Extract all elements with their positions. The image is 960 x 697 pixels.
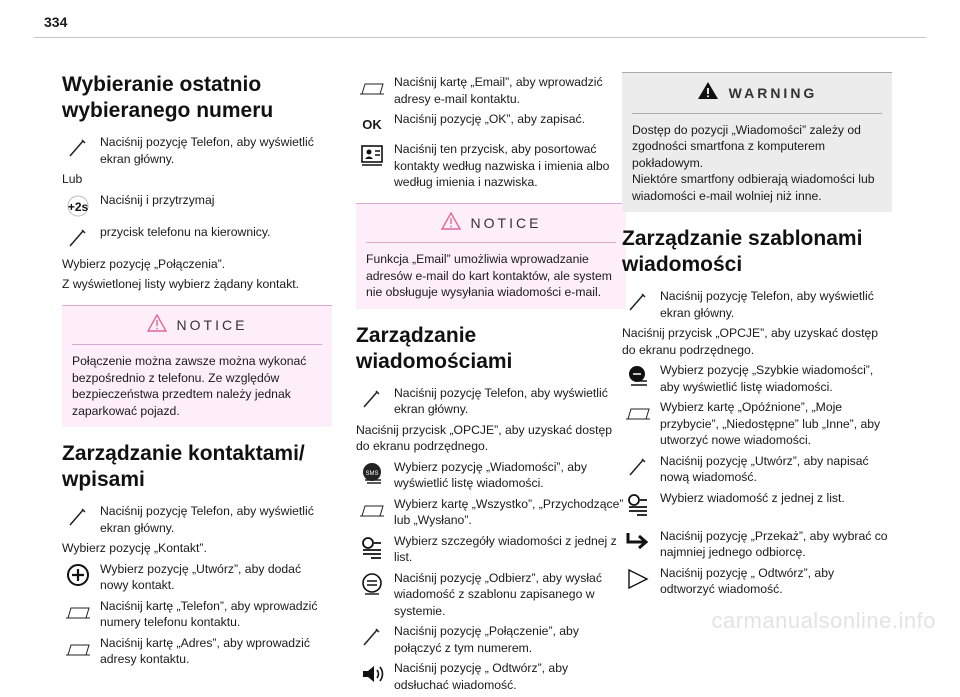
text-options: Naciśnij przycisk „OPCJE”, aby uzyskać dostęp do ekranu podrzędnego. xyxy=(622,326,879,357)
list-item: Naciśnij pozycję „Przekaż”, aby wybrać co najmniej jednego odbiorcę. xyxy=(622,528,892,561)
list-item: Wybierz pozycję „Szybkie wiadomości”, aby wyświetlić listę wiadomości. xyxy=(622,362,892,395)
list-item: Naciśnij ten przycisk, aby posortować kontakty według nazwiska i imienia albo według imienia i nazwiska. xyxy=(356,141,626,191)
list-item: OK Naciśnij pozycję „OK”, aby zapisać. xyxy=(356,111,626,131)
text-options: Naciśnij przycisk „OPCJE”, aby uzyskać dostęp do ekranu podrzędnego. xyxy=(356,422,613,453)
warning-triangle-icon xyxy=(441,212,461,235)
tab-icon xyxy=(358,497,386,523)
sms-icon xyxy=(358,460,386,486)
text-calls: Wybierz pozycję „Połączenia”. xyxy=(62,256,226,271)
quick-message-icon xyxy=(624,363,652,389)
list-item: Naciśnij pozycję „ Odtwórz”, aby odtworzyć wiadomość. xyxy=(622,565,892,598)
warning-text: Niektóre smartfony odbierają wiadomości lub wiadomości e-mail wolniej niż inne. xyxy=(632,172,875,203)
sort-contacts-icon xyxy=(358,142,386,168)
hold-2s-icon xyxy=(64,193,92,219)
add-circle-icon xyxy=(64,562,92,588)
steering-phone-icon xyxy=(64,225,92,251)
list-item: przycisk telefonu na kierownicy. xyxy=(62,224,332,252)
list-item: Wybierz kartę „Opóźnione”, „Moje przybycie”, „Niedostępne” lub „Inne”, aby utworzyć nowe wiadomości. xyxy=(622,399,892,449)
page-number: 334 xyxy=(44,14,68,30)
list-item: Wybierz wiadomość z jednej z list. xyxy=(622,490,892,518)
message-detail-icon xyxy=(624,491,652,517)
message-detail-icon xyxy=(358,534,386,560)
list-item: Naciśnij kartę „Adres”, aby wprowadzić adresy kontaktu. xyxy=(62,635,332,668)
warning-triangle-icon xyxy=(147,314,167,337)
list-item: Naciśnij pozycję Telefon, aby wyświetlić ekran główny. xyxy=(622,288,892,321)
notice-title: NOTICE xyxy=(176,316,248,333)
column-3 xyxy=(622,60,892,602)
text-contact: Wybierz pozycję „Kontakt”. xyxy=(62,541,207,555)
phone-pen-icon xyxy=(358,624,386,650)
warning-triangle-icon xyxy=(697,81,719,105)
forward-icon xyxy=(624,529,652,555)
speaker-icon xyxy=(358,661,386,687)
watermark: carmanualsonline.info xyxy=(711,608,936,633)
phone-pen-icon xyxy=(64,135,92,161)
heading-redial: Wybieranie ostatnio wybieranego numeru xyxy=(62,73,274,122)
pen-icon xyxy=(624,454,652,480)
column-2 xyxy=(356,74,626,697)
list-item: Naciśnij pozycję Telefon, aby wyświetlić ekran główny. xyxy=(62,503,332,536)
phone-pen-icon xyxy=(358,386,386,412)
tab-icon xyxy=(64,599,92,625)
svg-text:+2s: +2s xyxy=(67,199,89,214)
list-item: Naciśnij pozycję „Odbierz”, aby wysłać wiadomość z szablonu zapisanego w systemie. xyxy=(356,570,626,620)
heading-messages: Zarządzanie wiadomościami xyxy=(356,323,513,373)
ok-icon: OK xyxy=(362,116,382,132)
list-item: SMS Wybierz pozycję „Wiadomości”, aby wyświetlić listę wiadomości. xyxy=(356,459,626,492)
tab-icon xyxy=(624,400,652,426)
top-divider xyxy=(34,37,926,38)
notice-box xyxy=(62,305,332,428)
list-item: Naciśnij pozycję „ Odtwórz”, aby odsłuchać wiadomość. xyxy=(356,660,626,693)
text-lub: Lub xyxy=(62,172,83,186)
heading-templates: Zarządzanie szablonami wiadomości xyxy=(622,227,863,276)
play-icon xyxy=(624,566,652,592)
column-1 xyxy=(62,64,332,672)
list-item: Naciśnij pozycję Telefon, aby wyświetlić ekran główny. xyxy=(356,385,626,418)
list-item: Naciśnij pozycję „Utwórz”, aby napisać nową wiadomość. xyxy=(622,453,892,486)
warning-text: Dostęp do pozycji „Wiadomości” zależy od zgodności smartfona z komputerem pokładowym. xyxy=(632,122,861,170)
notice-text: Połączenie można zawsze można wykonać bezpośrednio z telefonu. Ze względów bezpieczeństwa przedtem należy jednak zaparkować pojazd. xyxy=(72,354,307,418)
heading-contacts: Zarządzanie kontaktami/ wpisami xyxy=(62,442,305,491)
warning-box xyxy=(622,72,892,212)
list-item: Naciśnij pozycję Telefon, aby wyświetlić ekran główny. xyxy=(62,134,332,167)
list-item: Wybierz pozycję „Utwórz”, aby dodać nowy kontakt. xyxy=(62,561,332,594)
notice-title: NOTICE xyxy=(470,214,542,231)
phone-pen-icon xyxy=(624,289,652,315)
list-item: +2s Naciśnij i przytrzymaj xyxy=(62,192,332,220)
notice-box xyxy=(356,203,626,309)
list-item: Naciśnij kartę „Email”, aby wprowadzić adresy e-mail kontaktu. xyxy=(356,74,626,107)
phone-pen-icon xyxy=(64,504,92,530)
template-message-icon xyxy=(358,571,386,597)
list-item: Wybierz szczegóły wiadomości z jednej z list. xyxy=(356,533,626,566)
list-item: Naciśnij kartę „Telefon”, aby wprowadzić numery telefonu kontaktu. xyxy=(62,598,332,631)
svg-text:SMS: SMS xyxy=(365,470,379,477)
tab-icon xyxy=(358,75,386,101)
text-choose-contact: Z wyświetlonej listy wybierz żądany kontakt. xyxy=(62,277,300,291)
notice-text: Funkcja „Email” umożliwia wprowadzanie adresów e-mail do kart kontaktów, ale system nie obsługuje wysyłania wiadomości e-mail. xyxy=(366,252,612,299)
list-item: Wybierz kartę „Wszystko”, „Przychodzące” lub „Wysłano”. xyxy=(356,496,626,529)
warning-title: WARNING xyxy=(728,84,818,101)
list-item: Naciśnij pozycję „Połączenie”, aby połączyć z tym numerem. xyxy=(356,623,626,656)
tab-icon xyxy=(64,636,92,662)
